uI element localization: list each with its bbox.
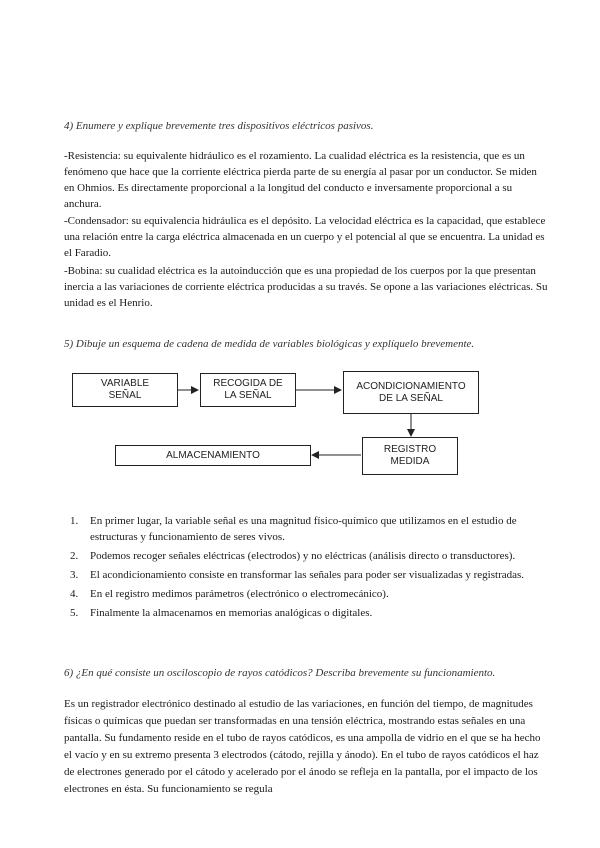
box-registro-medida: REGISTRO MEDIDA [362, 437, 458, 475]
question-6-title: 6) ¿En qué consiste un osciloscopio de rayos catódicos? Describa brevemente su funcionamiento. [64, 667, 496, 679]
list-item [64, 567, 548, 583]
list-item-number: 4. [70, 588, 79, 600]
list-item-text: En primer lugar, la variable señal es una magnitud físico-químico que utilizamos en el estudio de estructuras y funcionamiento de seres vivos. [90, 515, 517, 543]
list-item-number: 1. [70, 515, 79, 527]
list-item-number: 2. [70, 550, 79, 562]
list-item [64, 513, 548, 545]
list-item-number: 5. [70, 607, 79, 619]
box-recogida-senal: RECOGIDA DE LA SEÑAL [200, 373, 296, 407]
list-item [64, 548, 548, 564]
explanation-list [64, 513, 548, 624]
list-item-text: El acondicionamiento consiste en transformar las señales para poder ser visualizadas y registradas. [90, 569, 525, 581]
question-5-title: 5) Dibuje un esquema de cadena de medida de variables biológicas y explíquelo brevemente. [64, 338, 475, 350]
box-almacenamiento: ALMACENAMIENTO [115, 445, 311, 466]
list-item [64, 586, 548, 602]
list-item-text: En el registro medimos parámetros (electrónico o electromecánico). [90, 588, 389, 600]
resistencia-paragraph: -Resistencia: su equivalente hidráulico es el rozamiento. La cualidad eléctrica es la resistencia, que es un fenómeno que hace que la corriente eléctrica pierda parte de su energía al pasar por un conductor. Se miden en Ohmios. Es directamente proporcional a la longitud del conducto e inversamente proporcional a su anchura. [64, 150, 537, 210]
bobina-paragraph: -Bobina: su cualidad eléctrica es la autoinducción que es una propiedad de los cuerpos por la que presentan inercia a las variaciones de corriente eléctrica producidas a su través. Se opone a las variaciones eléctricas. Su unidad es el Henrio. [64, 265, 548, 309]
list-item-text: Podemos recoger señales eléctricas (electrodos) y no eléctricas (análisis directo o transductores). [90, 550, 516, 562]
box-acondicionamiento: ACONDICIONAMIENTO DE LA SEÑAL [343, 371, 479, 414]
question-4-title: 4) Enumere y explique brevemente tres dispositivos eléctricos pasivos. [64, 120, 374, 132]
condensador-paragraph: -Condensador: su equivalencia hidráulica es el depósito. La velocidad eléctrica es la capacidad, que establece una relación entre la carga eléctrica almacenada en un cuerpo y el potencial al que se encuentra. La unidad es el Faradio. [64, 215, 546, 259]
list-item [64, 605, 548, 621]
list-item-text: Finalmente la almacenamos en memorias analógicas o digitales. [90, 607, 373, 619]
osciloscopio-paragraph: Es un registrador electrónico destinado al estudio de las variaciones, en función del tiempo, de magnitudes físicas o químicas que puedan ser transformadas en una tensión eléctrica, mostrando estas señales en una pantalla. Su fundamento reside en el tubo de rayos catódicos, es una ampolla de vidrio en el que se ha hecho el vacío y en su extremo presenta 3 electrodos (cátodo, rejilla y ánodo). En el tubo de rayos catódicos el haz de electrones generado por el cátodo y acelerado por el ánodo se refleja en la pantalla, por el impacto de los electrones en ésta. Su funcionamiento se regula [64, 698, 541, 795]
box-variable-senal: VARIABLE SEÑAL [72, 373, 178, 407]
list-item-number: 3. [70, 569, 79, 581]
